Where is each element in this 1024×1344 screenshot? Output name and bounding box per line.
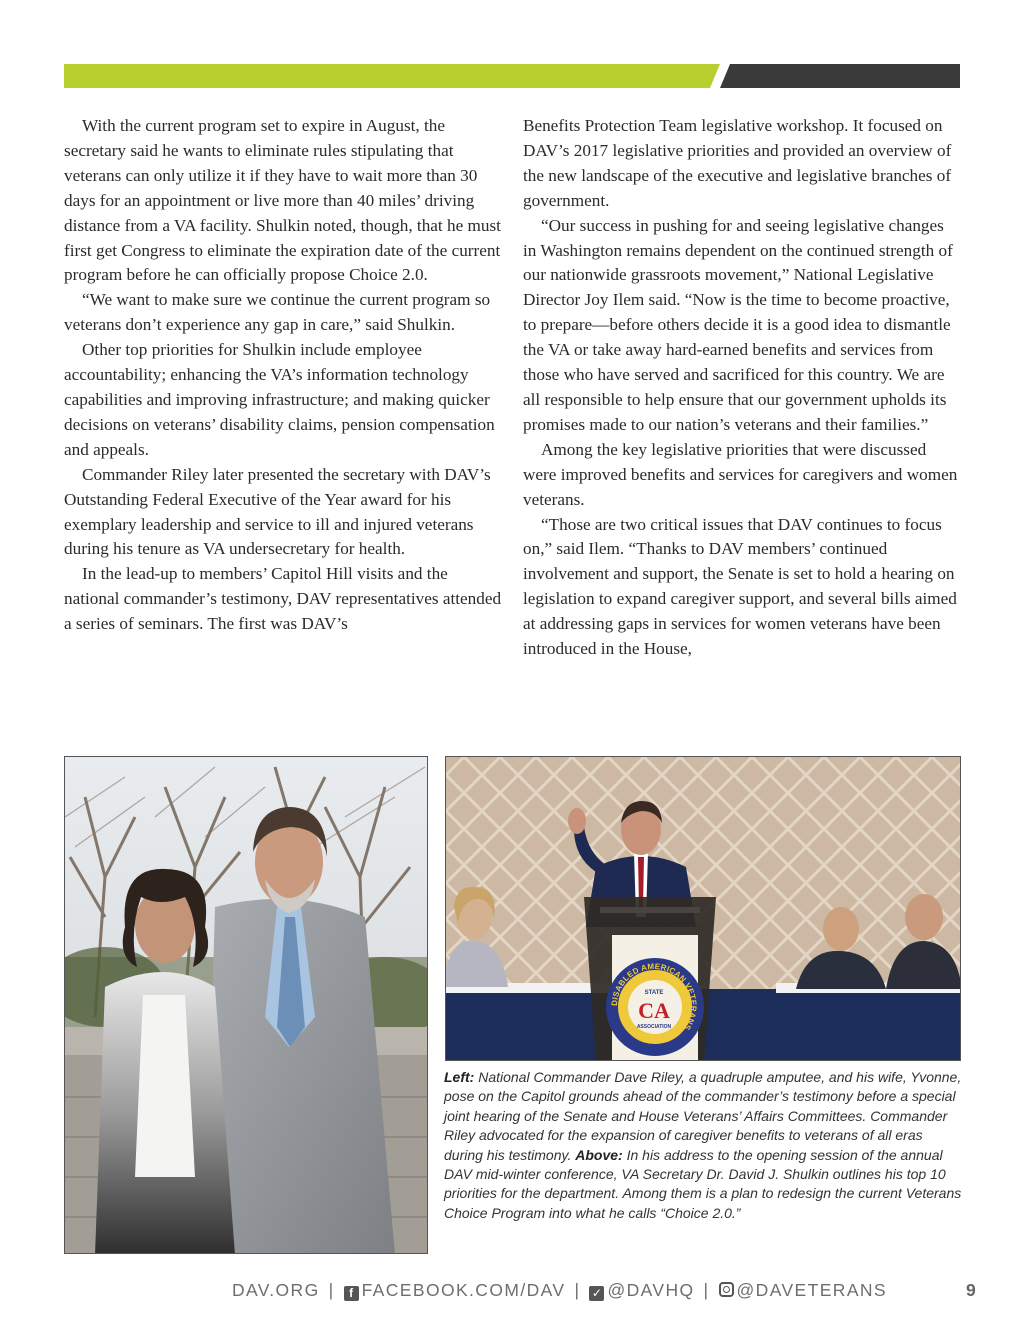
article-column-right: [523, 114, 961, 662]
page-number: 9: [966, 1280, 976, 1300]
paragraph: With the current program set to expire in August, the secretary said he wants to eliminate rules stipulating that veterans can only utilize it if they have to wait more than 30 days for an appointment or live more than 40 miles’ driving distance from a VA facility. Shulkin noted, though, that he must first get Congress to eliminate the expiration date of the current program before he can officially propose Choice 2.0.: [64, 116, 501, 285]
footer-links: [232, 1280, 887, 1301]
emblem-monogram: CA: [638, 998, 670, 1023]
paragraph: Among the key legislative priorities that were discussed were improved benefits and services for caregivers and women veterans.: [523, 439, 958, 509]
instagram-icon: [719, 1282, 734, 1297]
caption-left-text: National Commander Dave Riley, a quadruple amputee, and his wife, Yvonne, pose on the Capitol grounds ahead of the commander’s testimony before a special joint hearing of the Senate and House Veterans’ Affairs Committees. Commander Riley advocated for the expansion of caregiver benefits to veterans of all eras during his testimony.: [444, 1069, 962, 1163]
twitter-icon: ✓: [589, 1286, 604, 1301]
emblem-state-text: STATE: [644, 990, 664, 996]
facebook-icon: f: [344, 1286, 359, 1301]
emblem-association-text: ASSOCIATION: [636, 1024, 672, 1030]
accent-bar-green: [64, 64, 720, 88]
footer-twitter-link[interactable]: @DAVHQ: [607, 1280, 695, 1300]
header-accent-bar: [64, 64, 960, 88]
page-footer: [0, 1278, 1024, 1306]
dav-state-association-emblem: [445, 756, 961, 1061]
paragraph: “Those are two critical issues that DAV continues to focus on,” said Ilem. “Thanks to DAV members’ continued involvement and support, the Senate is set to hold a hearing on legislation to expand caregiver support, and several bills aimed at addressing gaps in services for women veterans have been introduced in the House,: [523, 514, 957, 659]
paragraph: In the lead-up to members’ Capitol Hill visits and the national commander’s testimony, DAV representatives attended a series of seminars. The first was DAV’s: [64, 564, 502, 634]
photo-commander-riley-and-wife: [64, 756, 428, 1254]
paragraph: “Our success in pushing for and seeing legislative changes in Washington remains dependent on the continued strength of our nationwide grassroots movement,” National Legislative Director Joy Ilem said. “Now is the time to become proactive, to prepare—before others decide it is a good idea to dismantle the VA or take away hard-earned benefits and services from those who have served and sacrificed for this country. We are all responsible to help ensure that our government upholds its promises made to our nation’s veterans and their families.”: [523, 215, 953, 434]
caption-above-label: Above:: [575, 1146, 623, 1163]
photo-illustration: [65, 757, 428, 1254]
accent-bar-dark: [720, 64, 960, 88]
paragraph: “We want to make sure we continue the current program so veterans don’t experience any gap in care,” said Shulkin.: [64, 290, 491, 335]
footer-facebook-link[interactable]: FACEBOOK.COM/DAV: [361, 1280, 566, 1300]
photo-caption: [444, 1068, 964, 1223]
footer-separator: |: [328, 1280, 335, 1300]
footer-instagram-link[interactable]: @DAVETERANS: [736, 1280, 888, 1300]
paragraph: Commander Riley later presented the secretary with DAV’s Outstanding Federal Executive of the Year award for his exemplary leadership and service to ill and injured veterans during his tenure as VA undersecretary for health.: [64, 464, 491, 559]
footer-site-link[interactable]: DAV.ORG: [232, 1280, 320, 1300]
paragraph-continuation: Benefits Protection Team legislative workshop. It focused on DAV’s 2017 legislative priorities and provided an overview of the new landscape of the executive and legislative branches of government.: [523, 116, 952, 210]
footer-separator: |: [703, 1280, 710, 1300]
caption-above-text: In his address to the opening session of the annual DAV mid-winter conference, VA Secretary Dr. David J. Shulkin outlines his top 10 priorities for the department. Among them is a plan to redesign the current Veterans Choice Program into what he calls “Choice 2.0.”: [444, 1146, 962, 1221]
caption-left-label: Left:: [444, 1069, 475, 1085]
emblem-ring-text: DISABLED AMERICAN VETERANS: [609, 961, 699, 1032]
footer-separator: |: [574, 1280, 581, 1300]
article-column-left: [64, 114, 502, 637]
paragraph: Other top priorities for Shulkin include employee accountability; enhancing the VA’s information technology capabilities and improving infrastructure; and making quicker decisions on veterans’ disability claims, pension compensation and appeals.: [64, 340, 495, 459]
